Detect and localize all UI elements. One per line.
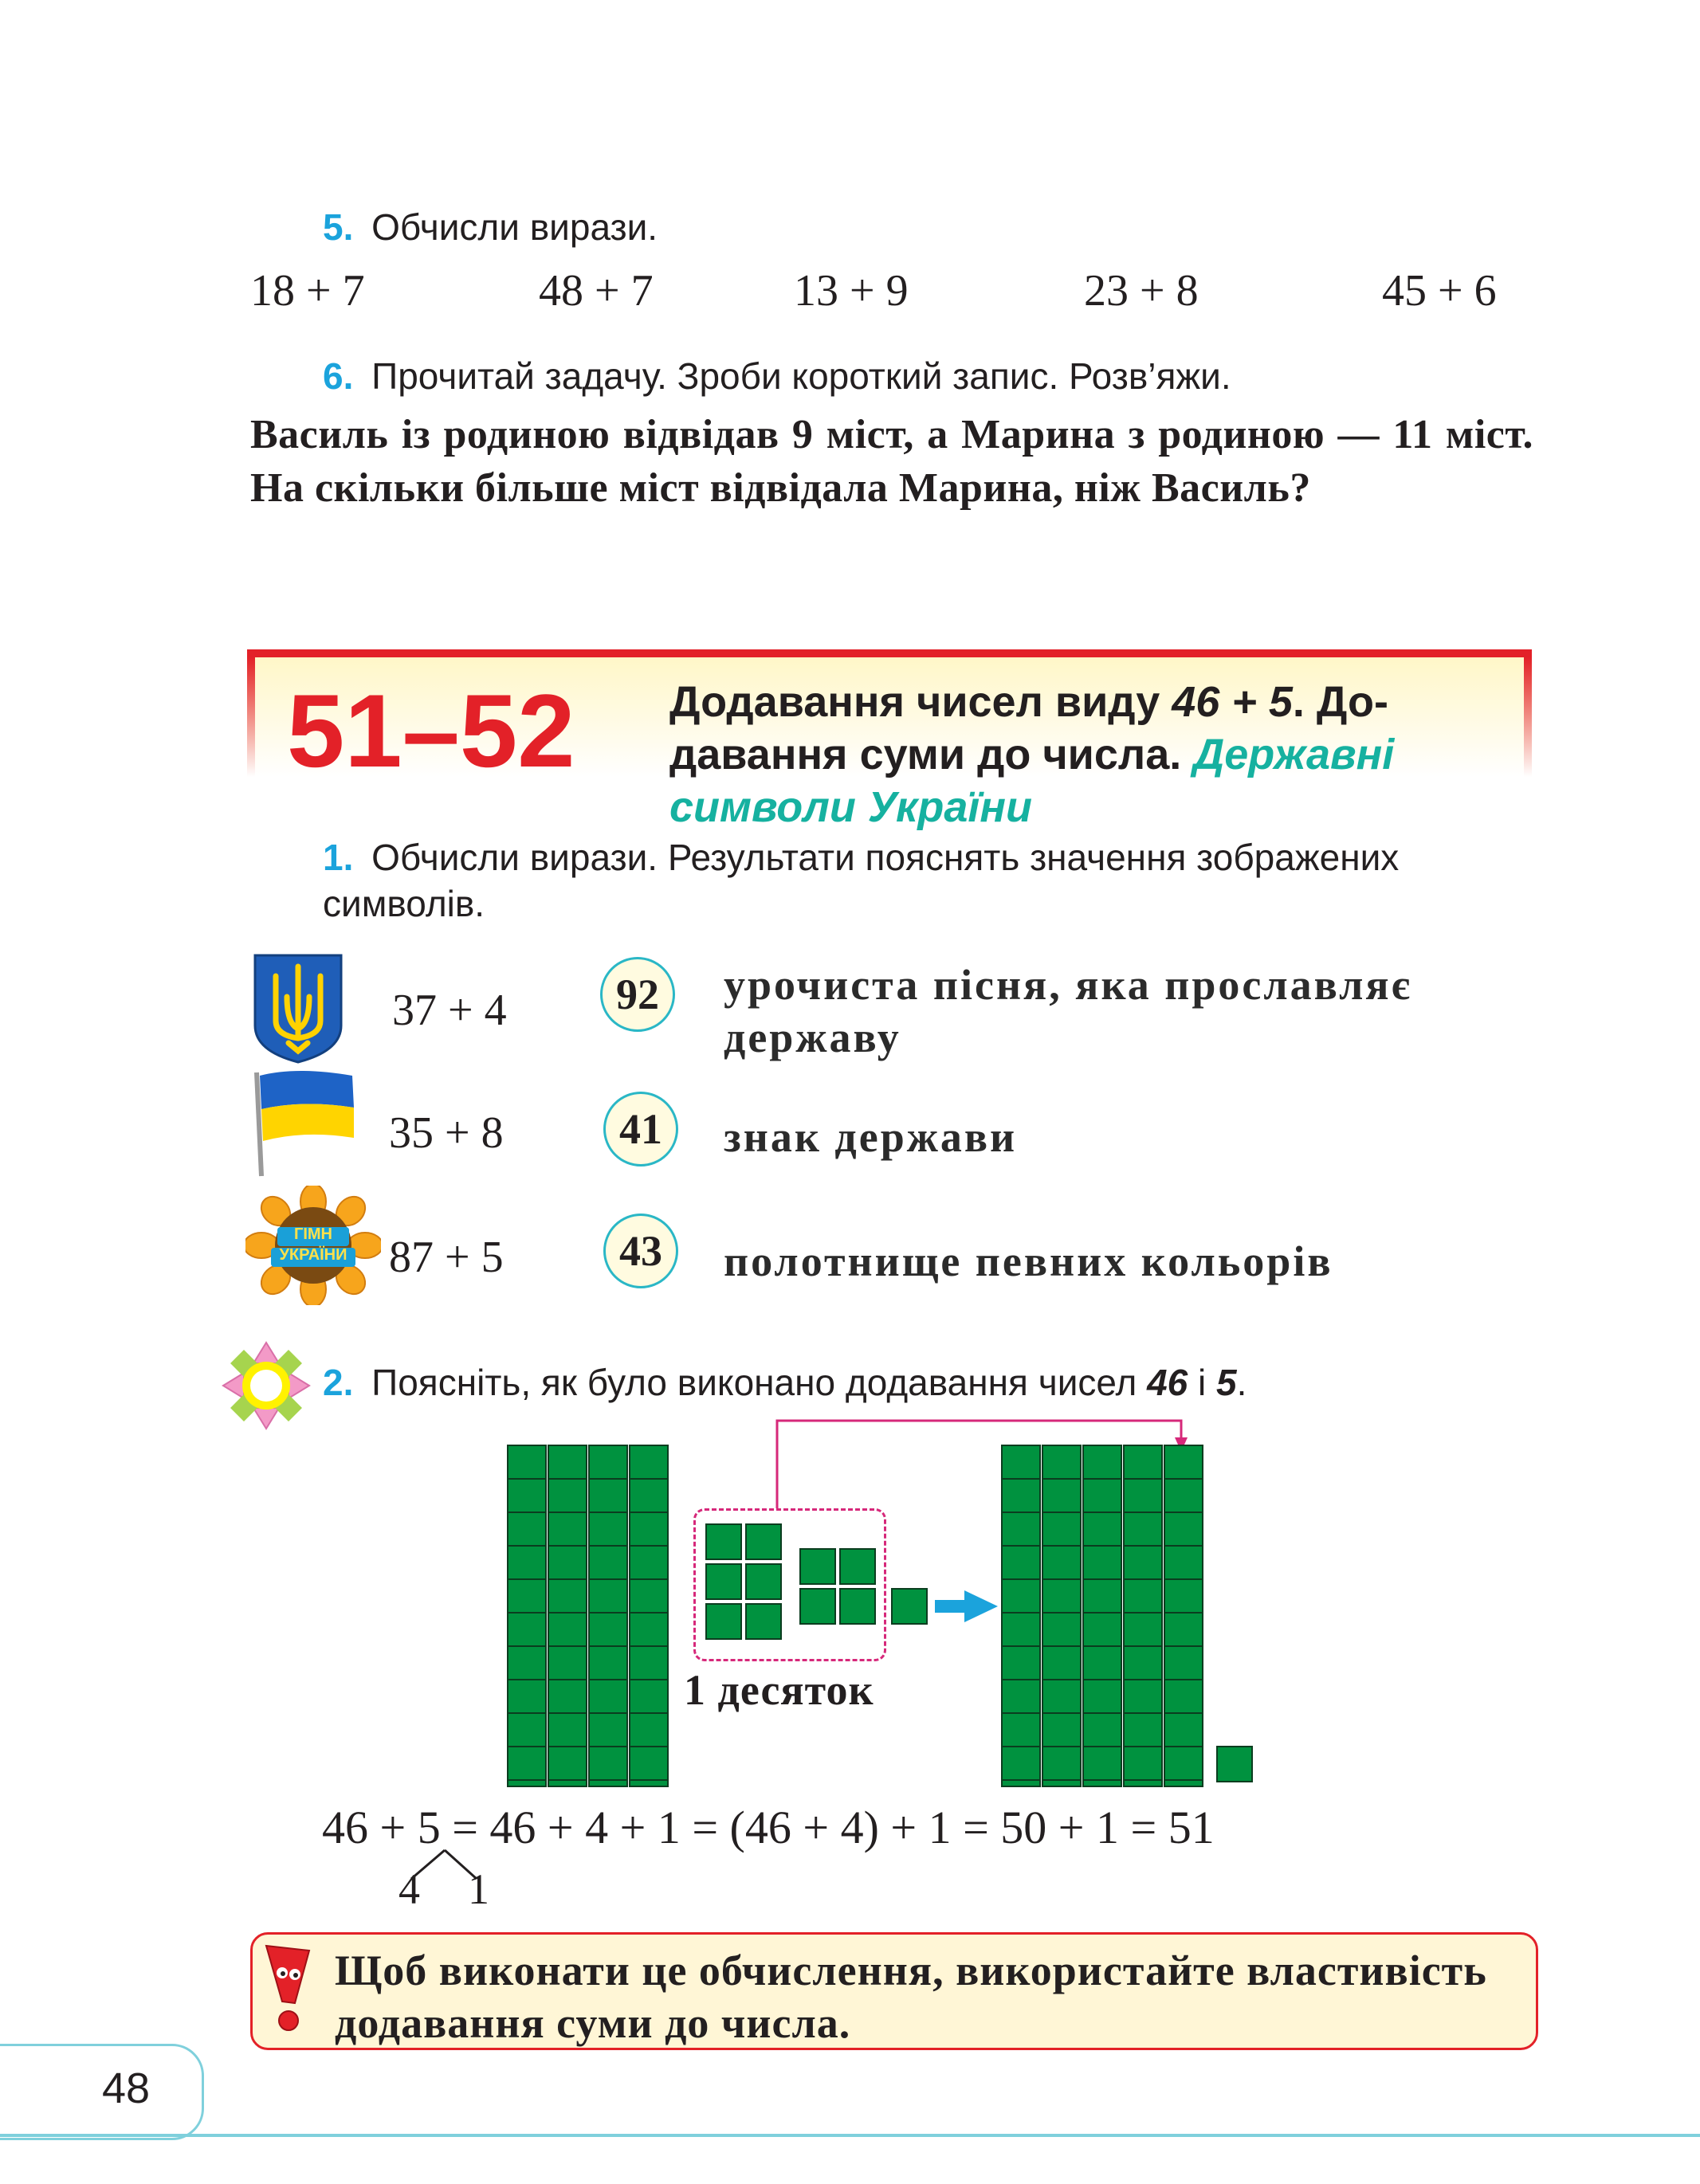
exercise-number: 5. — [323, 206, 354, 248]
ten-group-box — [693, 1508, 886, 1661]
unit-cube — [705, 1523, 742, 1560]
meaning-text: урочиста пісня, яка прославляє державу — [724, 961, 1412, 1061]
expression: 87 + 5 — [389, 1233, 504, 1282]
unit-cube — [799, 1548, 836, 1585]
lesson-title-part: Додавання чисел виду — [669, 678, 1172, 726]
exercise-1-heading — [323, 834, 1534, 927]
exercise-text: Прочитай задачу. Зроби короткий запис. Розв’яжи. — [371, 355, 1231, 397]
answer-circle: 92 — [600, 957, 675, 1032]
flag-icon — [249, 1068, 360, 1179]
ten-rod — [1123, 1445, 1163, 1787]
ten-rod — [629, 1445, 669, 1787]
lesson-title-expression: 46 + 5 — [1172, 678, 1293, 726]
addend-b: 5 — [1216, 1362, 1237, 1403]
exercise-number: 1. — [323, 837, 354, 878]
unit-cube — [745, 1563, 782, 1600]
unit-cube — [705, 1603, 742, 1640]
exercise-text: Обчисли вирази. Результати пояснять значення зображених символів. — [323, 837, 1400, 924]
answer-circle: 41 — [603, 1092, 678, 1166]
unit-cube — [705, 1563, 742, 1600]
exercise-text: і — [1188, 1362, 1217, 1403]
equation: 46 + 5 = 46 + 4 + 1 = (46 + 4) + 1 = 50 + 1 = 51 — [322, 1802, 1215, 1853]
expression: 13 + 9 — [794, 266, 909, 316]
expression: 18 + 7 — [250, 266, 365, 316]
unit-cube — [891, 1588, 928, 1625]
footer-line — [0, 2134, 1700, 2137]
unit-cube — [745, 1523, 782, 1560]
lesson-topic: Державні символи України — [669, 731, 1395, 831]
answer-circle: 43 — [603, 1214, 678, 1288]
split-right: 1 — [468, 1865, 489, 1913]
split-left: 4 — [398, 1865, 420, 1913]
ten-rod — [1042, 1445, 1082, 1787]
word-problem: Василь із родиною відвідав 9 міст, а Марина з родиною — 11 міст. На скільки більше міст відвідала Марина, ніж Василь? — [250, 412, 1533, 511]
exercise-5-heading — [323, 206, 658, 249]
lesson-title — [669, 676, 1498, 833]
addend-a: 46 — [1147, 1362, 1188, 1403]
exercise-text: Поясніть, як було виконано додавання чисел — [371, 1362, 1148, 1403]
exercise-2-heading — [323, 1361, 1247, 1404]
expression: 23 + 8 — [1084, 266, 1199, 316]
trident-icon — [252, 952, 344, 1064]
exercise-text: Обчисли вирази. — [371, 206, 658, 248]
exercise-6-heading — [323, 355, 1231, 398]
exercise-number: 6. — [323, 355, 354, 397]
expression: 37 + 4 — [392, 986, 507, 1035]
sunflower-label: УКРАЇНИ — [279, 1246, 347, 1264]
meaning-text: полотнище певних кольорів — [724, 1237, 1333, 1285]
ten-rod — [1082, 1445, 1122, 1787]
sunflower-label: ГІМН — [294, 1225, 332, 1243]
exercise-text: . — [1236, 1362, 1247, 1403]
unit-cube — [839, 1548, 876, 1585]
unit-cube — [1216, 1746, 1253, 1782]
lesson-number: 51–52 — [287, 672, 575, 789]
ten-rod — [1001, 1445, 1041, 1787]
unit-cube — [839, 1588, 876, 1625]
ten-rod — [507, 1445, 547, 1787]
ten-rod — [588, 1445, 628, 1787]
exclamation-icon — [260, 1941, 316, 2037]
expression: 35 + 8 — [389, 1108, 504, 1158]
group-work-flower-icon — [222, 1341, 311, 1430]
tens-label: 1 десяток — [684, 1666, 874, 1714]
unit-cube — [745, 1603, 782, 1640]
page-number: 48 — [102, 2064, 151, 2112]
ten-rod — [548, 1445, 587, 1787]
meaning-text: знак держави — [724, 1113, 1018, 1161]
expression: 48 + 7 — [539, 266, 654, 316]
anthem-sunflower-icon — [245, 1186, 381, 1305]
ten-rod — [1164, 1445, 1203, 1787]
exercise-number: 2. — [323, 1362, 354, 1403]
expression: 45 + 6 — [1382, 266, 1497, 316]
unit-cube — [799, 1588, 836, 1625]
rule-text: Щоб виконати це обчислення, використайте властивість додавання суми до числа. — [335, 1947, 1487, 2047]
lesson-title-part: . Додавання суми до числа. — [669, 678, 1389, 778]
